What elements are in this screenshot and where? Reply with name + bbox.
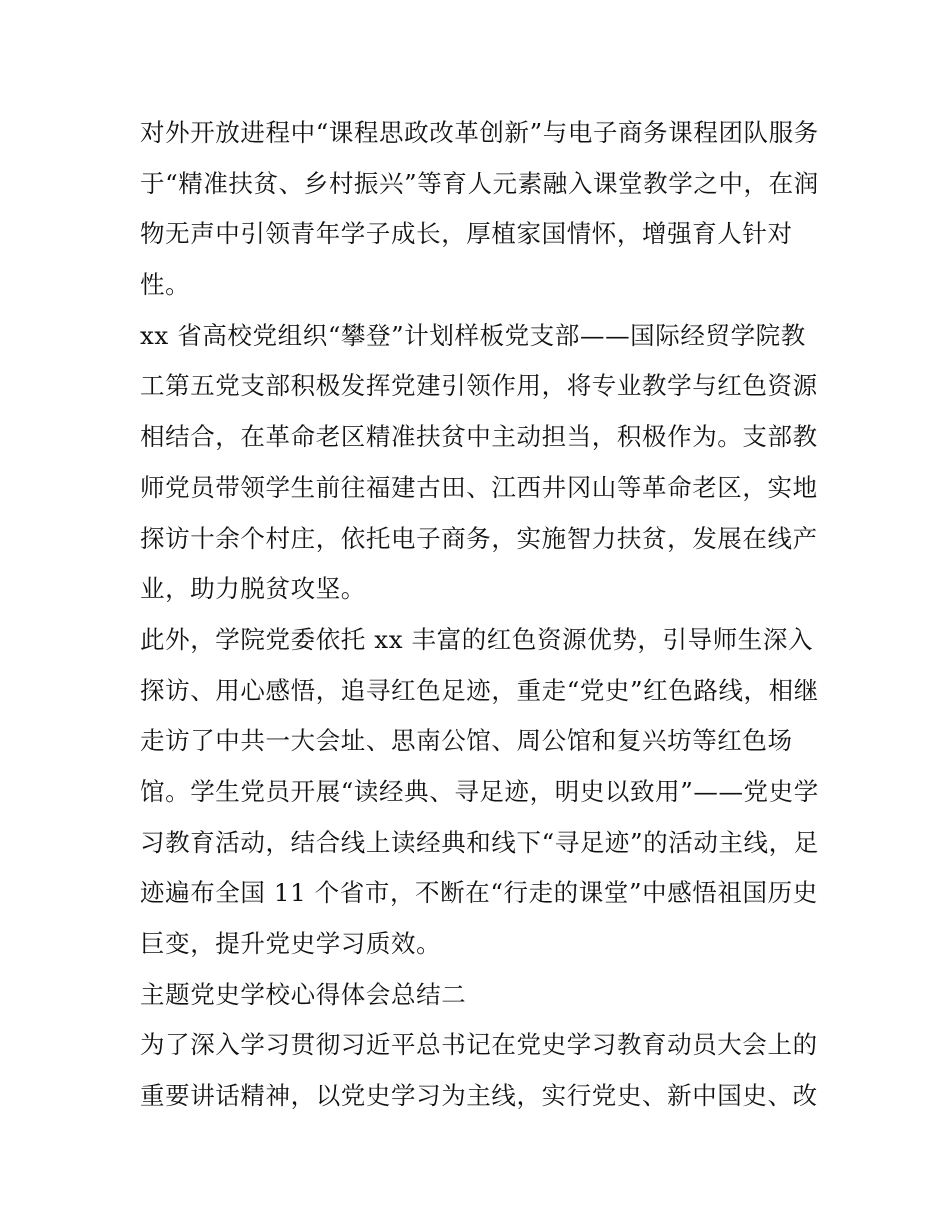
text-line: 探访、用心感悟，追寻红色足迹，重走“党史”红色路线，相继 (140, 675, 819, 705)
text-line: 走访了中共一大会址、思南公馆、周公馆和复兴坊等红色场 (140, 726, 793, 756)
section-heading: 主题党史学校心得体会总结二 (140, 979, 467, 1009)
text-line: 重要讲话精神，以党史学习为主线，实行党史、新中国史、改 (140, 1081, 818, 1111)
text-line: 业，助力脱贫攻坚。 (140, 574, 366, 604)
text-line: 相结合，在革命老区精准扶贫中主动担当，积极作为。支部教 (140, 422, 818, 452)
text-line: 为了深入学习贯彻习近平总书记在党史学习教育动员大会上的 (140, 1030, 818, 1060)
text-line: 探访十余个村庄，依托电子商务，实施智力扶贫，发展在线产 (140, 523, 818, 553)
text-line: 师党员带领学生前往福建古田、江西井冈山等革命老区，实地 (140, 472, 818, 502)
text-line: 馆。学生党员开展“读经典、寻足迹，明史以致用”——党史学 (140, 776, 819, 806)
text-line: 于“精准扶贫、乡村振兴”等育人元素融入课堂教学之中，在润 (140, 168, 819, 198)
text-line: 性。 (140, 270, 191, 300)
document-body (140, 108, 820, 1122)
text-line: 习教育活动，结合线上读经典和线下“寻足迹”的活动主线，足 (140, 827, 819, 857)
text-line: 此外，学院党委依托 xx 丰富的红色资源优势，引导师生深入 (140, 624, 814, 654)
text-line: xx 省高校党组织“攀登”计划样板党支部——国际经贸学院教 (140, 320, 806, 350)
text-line: 对外开放进程中“课程思政改革创新”与电子商务课程团队服务 (140, 118, 819, 147)
text-line: 巨变，提升党史学习质效。 (140, 929, 442, 958)
text-line: 工第五党支部积极发挥党建引领作用，将专业教学与红色资源 (140, 371, 818, 401)
text-line: 迹遍布全国 11 个省市，不断在“行走的课堂”中感悟祖国历史 (140, 878, 818, 908)
text-line: 物无声中引领青年学子成长，厚植家国情怀，增强育人针对 (140, 219, 793, 249)
